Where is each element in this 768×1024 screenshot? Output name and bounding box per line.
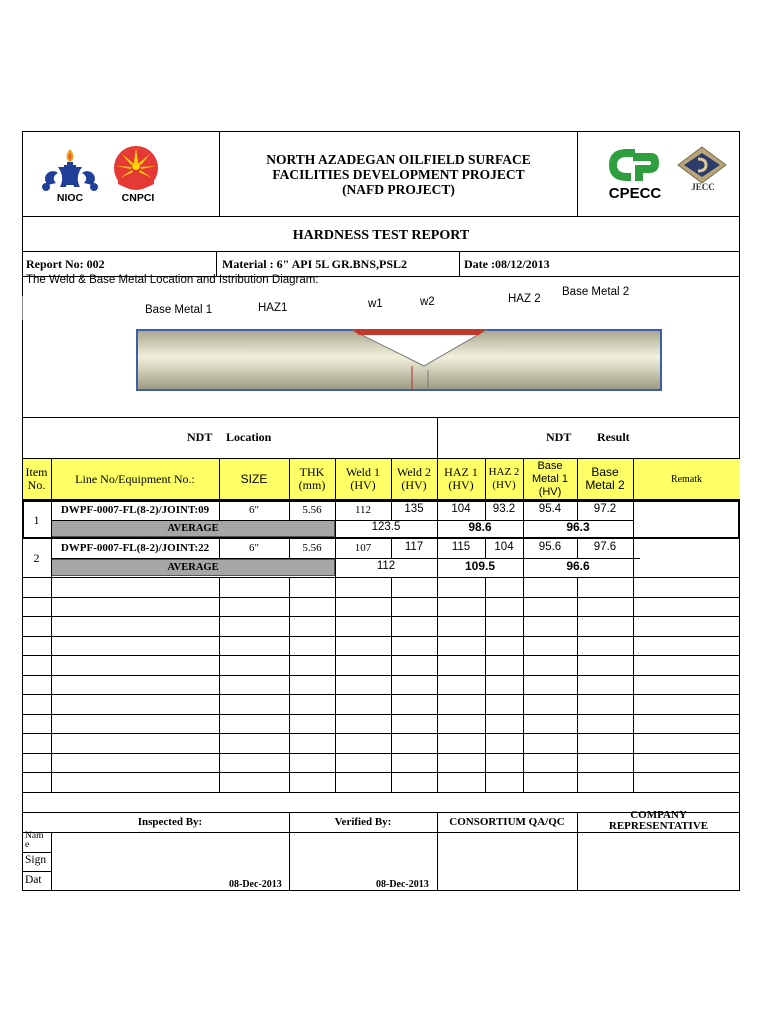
- col-remark: Rematk: [670, 473, 703, 485]
- row-1-weld1: 112: [354, 504, 372, 516]
- row-2-avg-weld: 112: [376, 560, 396, 572]
- row-2-avg-haz: 109.5: [464, 559, 496, 573]
- diagram-bottom-line: [22, 417, 740, 418]
- company-representative-label: [577, 810, 740, 832]
- row-1-avg-haz: 98.6: [468, 520, 492, 534]
- col-sep-2b: [219, 539, 220, 558]
- col-weld2: Weld 2 (HV): [396, 465, 432, 492]
- name-label-line1: Nam: [25, 831, 44, 841]
- row-2-base1: 95.6: [538, 541, 562, 553]
- meta-divider-1: [216, 251, 217, 276]
- material: Material : 6" API 5L GR.BNS,PSL2: [222, 257, 407, 271]
- project-title-line2: FACILITIES DEVELOPMENT PROJECT: [272, 167, 525, 182]
- header-bottom-line: [22, 216, 740, 217]
- row-2-line: DWPF-0007-FL(8-2)/JOINT:22: [60, 542, 210, 554]
- diagram-edge-mark: [22, 296, 23, 320]
- row-1-size: 6": [249, 504, 259, 516]
- cnpci-logo-text: CNPCI: [121, 192, 155, 204]
- report-title: HARDNESS TEST REPORT: [292, 228, 470, 243]
- nioc-logo-text: NIOC: [56, 192, 84, 204]
- company-label-line1: COMPANY: [630, 809, 687, 821]
- col-base-metal-1: Base Metal 1 (HV): [531, 459, 569, 498]
- row-2-item: 2: [33, 551, 40, 565]
- footer-side-line-1: [22, 852, 51, 853]
- col-sep-7b: [485, 539, 486, 558]
- row-1-item: 1: [33, 513, 40, 527]
- col-sep-4: [335, 500, 336, 577]
- jecc-logo: [676, 145, 728, 185]
- col-sep-10: [633, 500, 634, 577]
- col-sep-9a: [577, 500, 578, 520]
- consortium-label: CONSORTIUM QA/QC: [449, 816, 565, 828]
- title-bottom-line: [22, 251, 740, 252]
- col-sep-8: [523, 500, 524, 577]
- col-sep-9b: [577, 539, 578, 558]
- col-sep-1: [51, 500, 52, 577]
- row-2-avg-base: 96.6: [566, 559, 590, 573]
- row-1-base2: 97.2: [593, 503, 617, 515]
- row-2-base2: 97.6: [593, 541, 617, 553]
- cpecc-logo-text: CPECC: [608, 185, 662, 202]
- row-2-mid: [51, 558, 640, 559]
- row-1-mid: [51, 520, 633, 521]
- ndt-divider: [437, 417, 438, 458]
- col-weld1: Weld 1 (HV): [345, 465, 381, 492]
- ndt-location-left: NDT: [187, 430, 213, 444]
- col-line-no: Line No/Equipment No.:: [75, 471, 195, 486]
- ndt-location-right: Location: [226, 430, 272, 444]
- name-label: [25, 832, 43, 850]
- col-thk: THK (mm): [298, 465, 326, 492]
- row-2-weld2: 117: [404, 541, 424, 553]
- col-sep-6: [437, 500, 438, 577]
- footer-sep-side: [51, 832, 52, 891]
- meta-divider-2: [459, 251, 460, 276]
- footer-side-line-2: [22, 871, 51, 872]
- row-2-size: 6": [249, 542, 259, 554]
- ndt-result-left: NDT: [546, 430, 572, 444]
- name-label-line2: e: [25, 840, 30, 850]
- verified-by-label: Verified By:: [334, 816, 392, 828]
- report-date: Date :08/12/2013: [464, 257, 550, 271]
- row-1-avg-base: 96.3: [566, 520, 590, 534]
- project-title-line1: NORTH AZADEGAN OILFIELD SURFACE: [266, 152, 531, 167]
- cpecc-logo: [605, 145, 663, 185]
- label-w1: w1: [368, 298, 383, 310]
- row-1-haz1: 104: [451, 503, 471, 515]
- row-1-thk: 5.56: [302, 504, 322, 516]
- ndt-result-right: Result: [597, 430, 630, 444]
- col-sep-3a: [289, 500, 290, 520]
- row-2-haz2: 104: [494, 541, 514, 553]
- diagram-caption: The Weld & Base Metal Location and Istribution Diagram:: [26, 274, 319, 286]
- row-1-avg-weld: 123.5: [371, 521, 401, 533]
- label-base-metal-1: Base Metal 1: [145, 304, 213, 316]
- col-sep-3b: [289, 539, 290, 558]
- row-2-average-label: AVERAGE: [51, 559, 335, 576]
- project-title: [220, 152, 577, 197]
- label-base-metal-2: Base Metal 2: [562, 286, 630, 298]
- report-number: Report No: 002: [26, 257, 105, 271]
- row-2-weld1: 107: [354, 542, 372, 554]
- inspected-date: 08-Dec-2013: [229, 879, 282, 890]
- row-2-haz1: 115: [451, 541, 471, 553]
- project-title-line3: (NAFD PROJECT): [342, 182, 455, 197]
- verified-date: 08-Dec-2013: [376, 879, 429, 890]
- cnpci-logo: [112, 144, 160, 192]
- row-1-base1: 95.4: [538, 503, 562, 515]
- col-haz1: HAZ 1 (HV): [444, 465, 478, 492]
- row-1-average-label: AVERAGE: [51, 520, 335, 537]
- col-haz2: HAZ 2 (HV): [488, 466, 520, 491]
- weld-diagram: [134, 326, 664, 394]
- col-sep-5b: [391, 539, 392, 558]
- col-item-no: Item No.: [25, 465, 48, 492]
- label-haz2: HAZ 2: [508, 293, 541, 305]
- row-1-line: DWPF-0007-FL(8-2)/JOINT:09: [60, 504, 210, 516]
- col-sep-7a: [485, 500, 486, 520]
- header-divider-right: [577, 131, 578, 216]
- jecc-logo-text: JECC: [691, 182, 715, 192]
- col-size: SIZE: [240, 471, 268, 486]
- col-sep-5a: [391, 500, 392, 520]
- date-label: Dat: [25, 874, 42, 886]
- row-1-haz2: 93.2: [492, 503, 516, 515]
- company-label-line2: REPRESENTATIVE: [608, 820, 709, 832]
- row-1-weld2: 135: [404, 503, 424, 515]
- label-w2: w2: [420, 296, 435, 308]
- col-base-metal-2: Base Metal 2: [585, 465, 625, 492]
- label-haz1: HAZ1: [258, 302, 288, 314]
- sign-label: Sign: [25, 854, 47, 866]
- col-sep-2a: [219, 500, 220, 520]
- inspected-by-label: Inspected By:: [137, 816, 203, 828]
- row-2-thk: 5.56: [302, 542, 322, 554]
- footer-header-bottom: [22, 832, 740, 833]
